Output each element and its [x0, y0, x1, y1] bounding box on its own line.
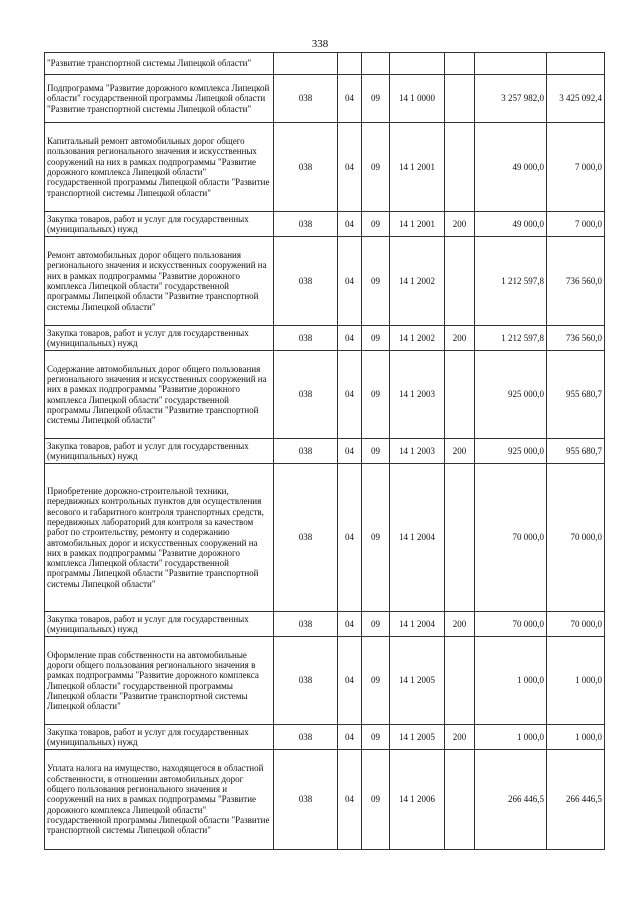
- name-cell: Закупка товаров, работ и услуг для государственных (муниципальных) нужд: [45, 612, 274, 637]
- subsection-cell: 09: [362, 725, 390, 750]
- article-cell: 14 1 0000: [390, 75, 445, 123]
- article-cell: 14 1 2002: [390, 326, 445, 351]
- expense-type-cell: 200: [445, 439, 475, 464]
- subsection-cell: 09: [362, 750, 390, 850]
- page-number: 338: [311, 38, 329, 50]
- expense-type-cell: [445, 53, 475, 75]
- name-cell: Закупка товаров, работ и услуг для государственных (муниципальных) нужд: [45, 439, 274, 464]
- subsection-cell: 09: [362, 75, 390, 123]
- table-row: [45, 326, 605, 351]
- amount-cell-1: 70 000,0: [475, 464, 547, 612]
- subsection-cell: 09: [362, 123, 390, 212]
- article-cell: 14 1 2001: [390, 123, 445, 212]
- ministry-cell: 038: [274, 725, 338, 750]
- name-cell: Закупка товаров, работ и услуг для государственных (муниципальных) нужд: [45, 212, 274, 237]
- name-cell: Закупка товаров, работ и услуг для государственных (муниципальных) нужд: [45, 326, 274, 351]
- table-row: [45, 351, 605, 439]
- name-cell: Уплата налога на имущество, находящегося в областной собственности, в отношении автомобильных дорог общего пользования регионального значения и сооружений на них в рамках подпрограммы "Развитие дорожного комплекса Липецкой области" государственной программы Липецкой области "Развитие транспортной системы Липецкой области": [45, 750, 274, 850]
- name-cell: Оформление прав собственности на автомобильные дороги общего пользования регионального значения в рамках подпрограммы "Развитие дорожного комплекса Липецкой области" государственной программы Липецкой области "Развитие транспортной системы Липецкой области": [45, 637, 274, 725]
- subsection-cell: 09: [362, 212, 390, 237]
- table-row: [45, 464, 605, 612]
- ministry-cell: 038: [274, 439, 338, 464]
- subsection-cell: 09: [362, 464, 390, 612]
- expense-type-cell: [445, 637, 475, 725]
- amount-cell-1: [475, 53, 547, 75]
- budget-table: [44, 52, 605, 850]
- table-row: [45, 725, 605, 750]
- section-cell: 04: [338, 750, 362, 850]
- ministry-cell: 038: [274, 750, 338, 850]
- section-cell: 04: [338, 439, 362, 464]
- table-row: [45, 212, 605, 237]
- table-row: [45, 123, 605, 212]
- expense-type-cell: 200: [445, 326, 475, 351]
- subsection-cell: 09: [362, 637, 390, 725]
- amount-cell-2: 736 560,0: [547, 237, 605, 326]
- amount-cell-1: 70 000,0: [475, 612, 547, 637]
- amount-cell-2: 70 000,0: [547, 612, 605, 637]
- amount-cell-1: 1 000,0: [475, 637, 547, 725]
- amount-cell-1: 1 212 597,8: [475, 326, 547, 351]
- amount-cell-1: 49 000,0: [475, 212, 547, 237]
- subsection-cell: 09: [362, 237, 390, 326]
- amount-cell-2: [547, 53, 605, 75]
- name-cell: Закупка товаров, работ и услуг для государственных (муниципальных) нужд: [45, 725, 274, 750]
- subsection-cell: 09: [362, 326, 390, 351]
- section-cell: 04: [338, 612, 362, 637]
- expense-type-cell: [445, 750, 475, 850]
- name-cell: Ремонт автомобильных дорог общего пользования регионального значения и искусственных сооружений на них в рамках подпрограммы "Развитие дорожного комплекса Липецкой области" государственной программы Липецкой области "Развитие транспортной системы Липецкой области": [45, 237, 274, 326]
- table-row: [45, 750, 605, 850]
- amount-cell-2: 1 000,0: [547, 725, 605, 750]
- ministry-cell: [274, 53, 338, 75]
- amount-cell-2: 955 680,7: [547, 351, 605, 439]
- table-row: [45, 237, 605, 326]
- ministry-cell: 038: [274, 464, 338, 612]
- amount-cell-2: 266 446,5: [547, 750, 605, 850]
- amount-cell-2: 3 425 092,4: [547, 75, 605, 123]
- expense-type-cell: 200: [445, 612, 475, 637]
- amount-cell-1: 925 000,0: [475, 439, 547, 464]
- subsection-cell: 09: [362, 439, 390, 464]
- ministry-cell: 038: [274, 637, 338, 725]
- expense-type-cell: [445, 123, 475, 212]
- article-cell: 14 1 2004: [390, 612, 445, 637]
- expense-type-cell: [445, 75, 475, 123]
- table-row: [45, 637, 605, 725]
- section-cell: 04: [338, 464, 362, 612]
- amount-cell-1: 1 000,0: [475, 725, 547, 750]
- ministry-cell: 038: [274, 237, 338, 326]
- ministry-cell: 038: [274, 123, 338, 212]
- article-cell: 14 1 2004: [390, 464, 445, 612]
- article-cell: 14 1 2006: [390, 750, 445, 850]
- subsection-cell: 09: [362, 612, 390, 637]
- section-cell: 04: [338, 637, 362, 725]
- amount-cell-1: 49 000,0: [475, 123, 547, 212]
- ministry-cell: 038: [274, 351, 338, 439]
- amount-cell-2: 955 680,7: [547, 439, 605, 464]
- expense-type-cell: [445, 351, 475, 439]
- name-cell: "Развитие транспортной системы Липецкой области": [45, 53, 274, 75]
- amount-cell-2: 7 000,0: [547, 123, 605, 212]
- ministry-cell: 038: [274, 212, 338, 237]
- section-cell: [338, 53, 362, 75]
- amount-cell-1: 925 000,0: [475, 351, 547, 439]
- section-cell: 04: [338, 212, 362, 237]
- expense-type-cell: [445, 464, 475, 612]
- name-cell: Подпрограмма "Развитие дорожного комплекса Липецкой области" государственной программы Липецкой области "Развитие транспортной системы Липецкой области": [45, 75, 274, 123]
- table-row: [45, 612, 605, 637]
- section-cell: 04: [338, 237, 362, 326]
- expense-type-cell: [445, 237, 475, 326]
- table-row: [45, 75, 605, 123]
- section-cell: 04: [338, 75, 362, 123]
- name-cell: Содержание автомобильных дорог общего пользования регионального значения и искусственных сооружений на них в рамках подпрограммы "Развитие дорожного комплекса Липецкой области" государственной программы Липецкой области "Развитие транспортной системы Липецкой области": [45, 351, 274, 439]
- article-cell: 14 1 2005: [390, 725, 445, 750]
- section-cell: 04: [338, 326, 362, 351]
- name-cell: Капитальный ремонт автомобильных дорог общего пользования регионального значения и искусственных сооружений на них в рамках подпрограммы "Развитие дорожного комплекса Липецкой области" государственной программы Липецкой области "Развитие транспортной системы Липецкой области": [45, 123, 274, 212]
- section-cell: 04: [338, 351, 362, 439]
- amount-cell-1: 1 212 597,8: [475, 237, 547, 326]
- expense-type-cell: 200: [445, 212, 475, 237]
- table-row: [45, 439, 605, 464]
- article-cell: 14 1 2005: [390, 637, 445, 725]
- article-cell: 14 1 2003: [390, 351, 445, 439]
- amount-cell-1: 266 446,5: [475, 750, 547, 850]
- table-row: [45, 53, 605, 75]
- amount-cell-2: 736 560,0: [547, 326, 605, 351]
- name-cell: Приобретение дорожно-строительной техники, передвижных контрольных пунктов для осуществления весового и габаритного контроля транспортных средств, передвижных лабораторий для контроля за качеством работ по строительству, ремонту и содержанию автомобильных дорог и искусственных сооружений на них в рамках подпрограммы "Развитие дорожного комплекса Липецкой области" государственной программы Липецкой области "Развитие транспортной системы Липецкой области": [45, 464, 274, 612]
- section-cell: 04: [338, 123, 362, 212]
- article-cell: [390, 53, 445, 75]
- subsection-cell: 09: [362, 351, 390, 439]
- subsection-cell: [362, 53, 390, 75]
- expense-type-cell: 200: [445, 725, 475, 750]
- article-cell: 14 1 2001: [390, 212, 445, 237]
- ministry-cell: 038: [274, 612, 338, 637]
- article-cell: 14 1 2003: [390, 439, 445, 464]
- amount-cell-2: 7 000,0: [547, 212, 605, 237]
- section-cell: 04: [338, 725, 362, 750]
- amount-cell-2: 1 000,0: [547, 637, 605, 725]
- ministry-cell: 038: [274, 326, 338, 351]
- amount-cell-2: 70 000,0: [547, 464, 605, 612]
- article-cell: 14 1 2002: [390, 237, 445, 326]
- ministry-cell: 038: [274, 75, 338, 123]
- amount-cell-1: 3 257 982,0: [475, 75, 547, 123]
